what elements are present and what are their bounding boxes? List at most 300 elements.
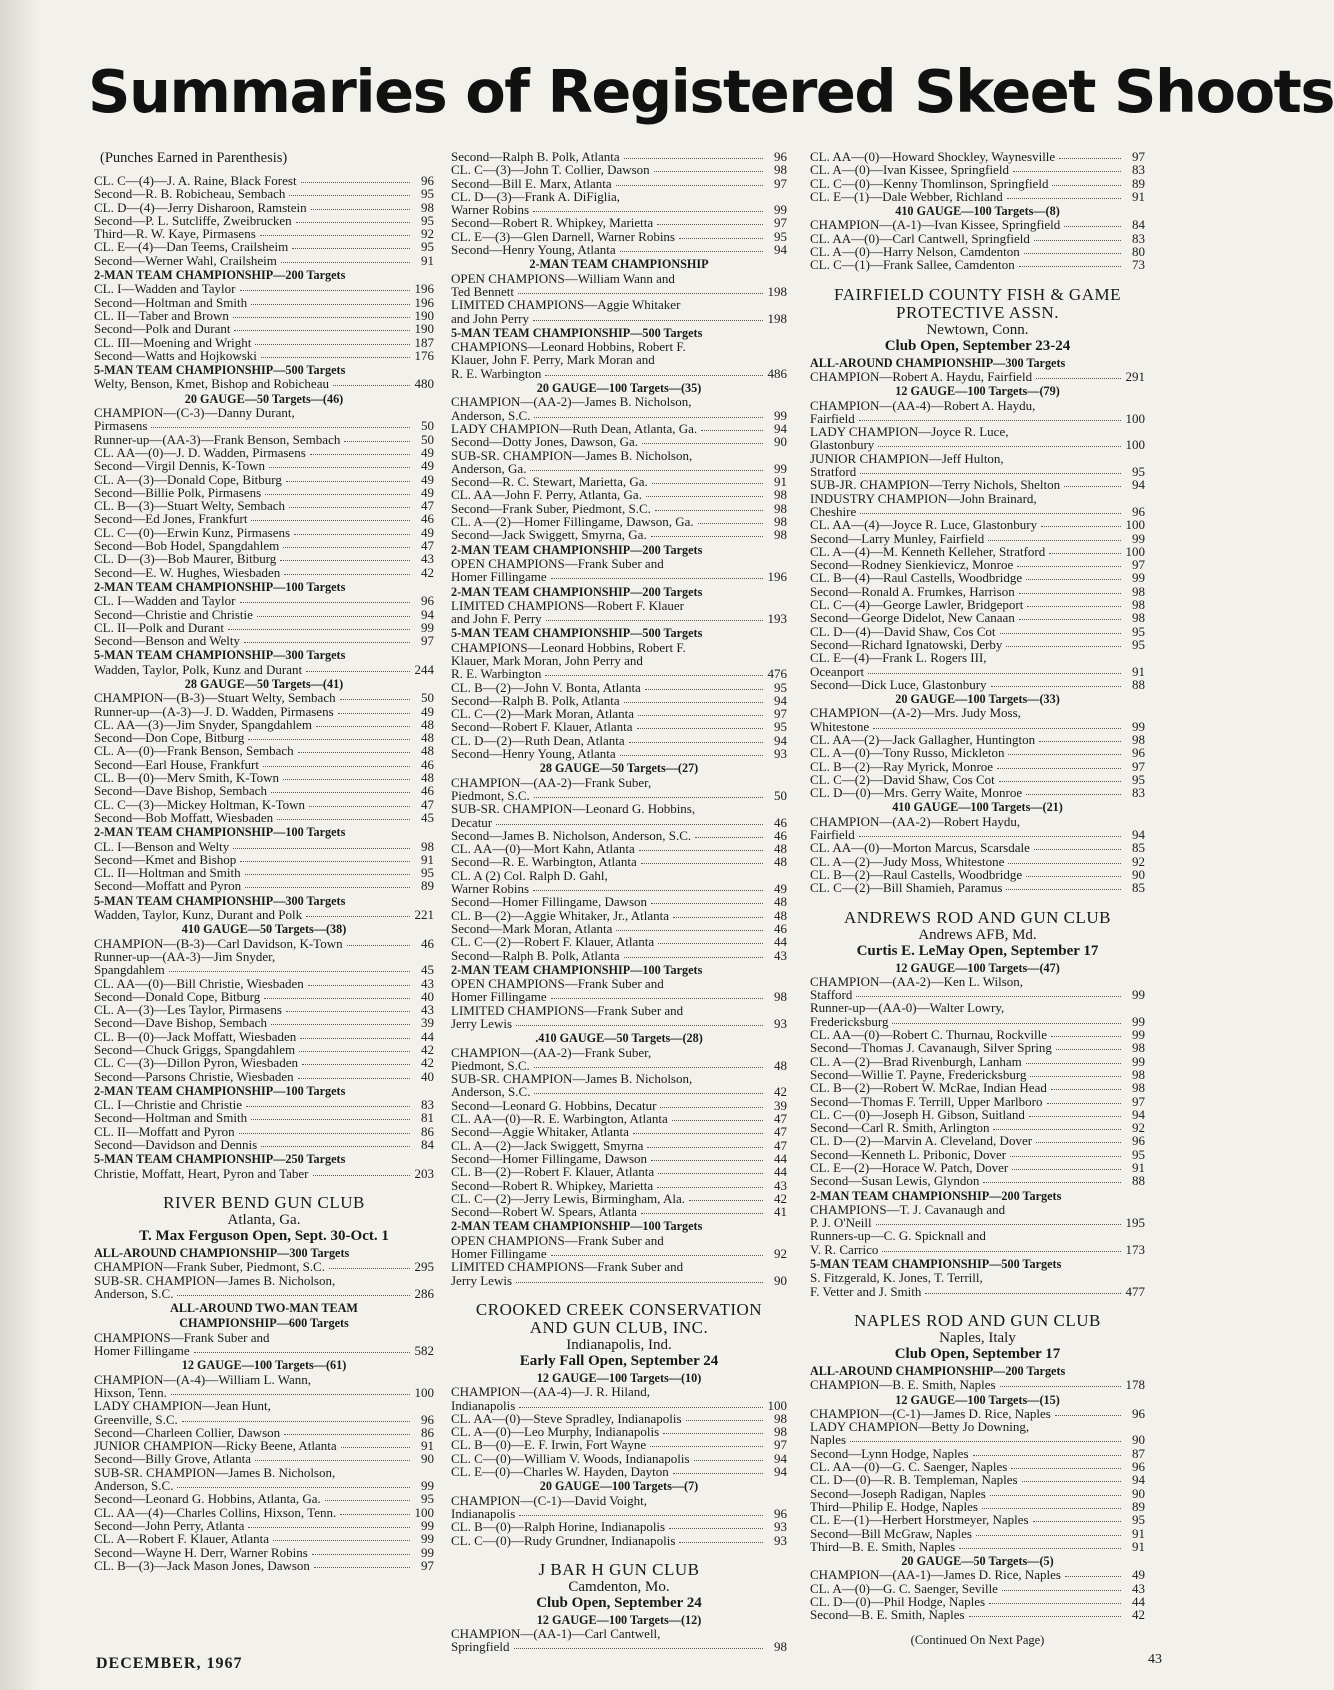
entry-text: Oceanport xyxy=(810,663,865,679)
entry-text: CHAMPION—(AA-2)—James B. Nicholson, xyxy=(451,394,692,410)
score: 98 xyxy=(774,162,787,178)
dot-leader xyxy=(982,1508,1121,1509)
entry-text: Second—Carl R. Smith, Arlington xyxy=(810,1120,990,1136)
entry-text: CL. AA—(0)—Mort Kahn, Atlanta xyxy=(451,841,635,857)
dot-leader xyxy=(294,534,410,535)
result-line xyxy=(810,1174,1145,1187)
entry-text: CL. A—(0)—Ivan Kissee, Springfield xyxy=(810,162,1009,178)
result-line xyxy=(94,1439,434,1452)
entry-text: CL. I—Benson and Welty xyxy=(94,838,230,854)
score: 286 xyxy=(414,1285,434,1301)
result-line xyxy=(451,882,787,895)
result-line xyxy=(451,1017,787,1030)
entry-text: Anderson, S.C. xyxy=(451,1084,531,1100)
dot-leader xyxy=(663,1433,763,1434)
event-heading: 5-MAN TEAM CHAMPIONSHIP—500 Targets xyxy=(451,626,703,641)
score: 93 xyxy=(774,1016,787,1031)
score: 96 xyxy=(1132,1133,1145,1149)
gauge-heading: 12 GAUGE—100 Targets—(15) xyxy=(895,1392,1060,1407)
score: 98 xyxy=(774,1424,787,1440)
entry-text: CL. B—(0)—Merv Smith, K-Town xyxy=(94,770,280,786)
entry-text: CL. AA—(0)—Carl Cantwell, Springfield xyxy=(810,230,1030,246)
dot-leader xyxy=(546,620,763,621)
dot-leader xyxy=(673,1473,763,1474)
score: 95 xyxy=(774,679,787,695)
dot-leader xyxy=(194,1352,410,1353)
event-heading: 2-MAN TEAM CHAMPIONSHIP—100 Targets xyxy=(94,1083,346,1098)
entry-text: Second—Don Cope, Bitburg xyxy=(94,730,245,746)
score: 43 xyxy=(421,1002,434,1018)
gauge-heading: 28 GAUGE—50 Targets—(41) xyxy=(184,676,344,691)
dot-leader xyxy=(651,536,763,537)
dot-leader xyxy=(289,507,410,508)
entry-text: CL. A—(3)—Donald Cope, Bitburg xyxy=(94,471,282,487)
dot-leader xyxy=(1019,593,1121,594)
result-line xyxy=(451,462,787,475)
dot-leader xyxy=(654,171,763,172)
score: 98 xyxy=(1132,1066,1145,1082)
entry-text: CHAMPIONS—Leonard Hobbins, Robert F. xyxy=(451,339,686,355)
entry-text: Whitestone xyxy=(810,718,870,734)
gauge-heading: 2-MAN TEAM CHAMPIONSHIP xyxy=(529,257,709,272)
dot-leader xyxy=(1047,1103,1122,1104)
entry-text: Second—Robert R. Whipkey, Marietta xyxy=(451,215,654,231)
score: 97 xyxy=(1132,149,1145,164)
entry-text: LIMITED CHAMPIONS—Aggie Whitaker xyxy=(451,297,681,313)
entry-text: Second—Henry Young, Atlanta xyxy=(451,746,616,762)
entry-text: Second—Ed Jones, Frankfurt xyxy=(94,511,248,527)
score: 97 xyxy=(774,215,787,231)
entry-text: Warner Robins xyxy=(451,202,530,218)
entry-text: Second—B. E. Smith, Naples xyxy=(810,1607,965,1623)
result-line xyxy=(810,1527,1145,1540)
dot-leader xyxy=(997,768,1121,769)
score: 97 xyxy=(421,633,434,649)
score: 91 xyxy=(421,851,434,867)
entry-text: Second—Frank Suber, Piedmont, S.C. xyxy=(451,500,651,516)
result-line xyxy=(94,811,434,824)
score: 176 xyxy=(414,347,434,363)
result-line xyxy=(810,625,1145,638)
dot-leader xyxy=(251,304,410,305)
result-line xyxy=(810,163,1145,176)
score: 92 xyxy=(774,1246,787,1262)
entry-text: Second—Ronald A. Frumkes, Harrison xyxy=(810,583,1015,599)
dot-leader xyxy=(657,1187,763,1188)
entry-text: Third—Philip E. Hodge, Naples xyxy=(810,1498,978,1514)
result-line xyxy=(451,435,787,448)
result-line xyxy=(451,694,787,707)
entry-text: CL. A—(0)—G. C. Saenger, Seville xyxy=(810,1580,998,1596)
entry-text: CL. E—(2)—Horace W. Patch, Dover xyxy=(810,1160,1009,1175)
gauge-heading: 28 GAUGE—50 Targets—(27) xyxy=(539,761,699,776)
result-line xyxy=(810,1433,1145,1446)
score: 43 xyxy=(774,1177,787,1193)
dot-leader xyxy=(689,1200,763,1201)
event-heading: 5-MAN TEAM CHAMPIONSHIP—500 Targets xyxy=(451,325,703,340)
result-line xyxy=(810,370,1145,383)
result-line xyxy=(451,1099,787,1112)
result-line xyxy=(94,1492,434,1505)
score: 476 xyxy=(767,666,787,682)
entry-text: CHAMPIONS—T. J. Cavanaugh and xyxy=(810,1201,1006,1217)
entry-text: CL. AA—(0)—J. D. Wadden, Pirmasens xyxy=(94,444,306,460)
result-line xyxy=(94,853,434,866)
event-heading: ALL-AROUND CHAMPIONSHIP—300 Targets xyxy=(810,355,1066,370)
score: 94 xyxy=(774,1450,787,1466)
result-line xyxy=(810,881,1145,894)
entry-text: JUNIOR CHAMPION—Ricky Beene, Atlanta xyxy=(94,1438,337,1454)
result-line xyxy=(810,245,1145,258)
entry-text: Runner-up—(AA-3)—Frank Benson, Sembach xyxy=(94,431,341,447)
column-2 xyxy=(451,150,787,1654)
dot-leader xyxy=(660,1107,763,1108)
result-line xyxy=(94,433,434,446)
score: 44 xyxy=(1132,1594,1145,1610)
result-line xyxy=(810,1015,1145,1028)
result-line xyxy=(810,1108,1145,1121)
entry-text: CHAMPION—(A-1)—Ivan Kissee, Springfield xyxy=(810,217,1061,233)
score: 99 xyxy=(1132,570,1145,586)
shoot-name: T. Max Ferguson Open, Sept. 30-Oct. 1 xyxy=(139,1227,389,1244)
entry-text: CL. D—(4)—Jerry Disharoon, Ramstein xyxy=(94,199,307,215)
score: 244 xyxy=(414,661,434,677)
result-line xyxy=(451,1152,787,1165)
entry-text: S. Fitzgerald, K. Jones, T. Terrill, xyxy=(810,1270,983,1286)
dot-leader xyxy=(1033,1521,1121,1522)
dot-leader xyxy=(289,195,410,196)
score: 49 xyxy=(774,881,787,897)
entry-text: Second—Werner Wahl, Crailsheim xyxy=(94,252,277,268)
score: 43 xyxy=(774,947,787,963)
result-line xyxy=(94,1030,434,1043)
dot-leader xyxy=(309,806,410,807)
entry-text: OPEN CHAMPIONS—Frank Suber and xyxy=(451,976,664,992)
dot-leader xyxy=(341,1447,410,1448)
result-line xyxy=(810,1473,1145,1486)
score: 46 xyxy=(421,756,434,772)
result-line xyxy=(94,309,434,322)
result-line xyxy=(94,663,434,676)
dot-leader xyxy=(1002,1590,1121,1591)
result-line xyxy=(94,1287,434,1300)
entry-text: CL. C—(3)—Mickey Holtman, K-Town xyxy=(94,796,306,812)
entry-text: Wadden, Taylor, Polk, Kunz and Durant xyxy=(94,661,303,677)
dot-leader xyxy=(516,1282,763,1283)
dot-leader xyxy=(255,1460,410,1461)
score: 95 xyxy=(1132,464,1145,480)
dot-leader xyxy=(1000,633,1122,634)
dot-leader xyxy=(959,1548,1121,1549)
entry-text: CL. B—(4)—Raul Castells, Woodbridge xyxy=(810,570,1023,586)
result-line xyxy=(451,681,787,694)
dot-leader xyxy=(694,1460,763,1461)
event-heading: 2-MAN TEAM CHAMPIONSHIP—100 Targets xyxy=(451,1219,703,1234)
dot-leader xyxy=(620,755,763,756)
dot-leader xyxy=(260,235,410,236)
dot-leader xyxy=(882,1251,1121,1252)
dot-leader xyxy=(1013,171,1121,172)
result-line xyxy=(94,1426,434,1439)
entry-text: Naples xyxy=(810,1432,847,1448)
result-line xyxy=(451,789,787,802)
result-line xyxy=(810,988,1145,1001)
result-line xyxy=(810,1134,1145,1147)
dot-leader xyxy=(534,417,763,418)
entry-text: CHAMPION—(AA-1)—Carl Cantwell, xyxy=(451,1626,661,1642)
dot-leader xyxy=(1036,378,1121,379)
result-line xyxy=(451,1247,787,1260)
dot-leader xyxy=(271,792,410,793)
score: 97 xyxy=(421,1557,434,1573)
score: 88 xyxy=(1132,1173,1145,1189)
gauge-heading: ALL-AROUND TWO-MAN TEAM xyxy=(170,1301,358,1316)
result-line xyxy=(810,190,1145,203)
entry-text: Hixson, Tenn. xyxy=(94,1384,167,1400)
entry-text: CL. I—Wadden and Taylor xyxy=(94,593,236,609)
score: 91 xyxy=(1132,1525,1145,1541)
score: 99 xyxy=(1132,1053,1145,1069)
dot-leader xyxy=(679,1542,763,1543)
score: 49 xyxy=(421,484,434,500)
entry-text: Second—Bill McGraw, Naples xyxy=(810,1525,972,1541)
entry-text: CHAMPION—Robert A. Haydu, Fairfield xyxy=(810,368,1033,384)
entry-text: CL. E—(1)—Dale Webber, Richland xyxy=(810,188,1003,204)
entry-text: Second—R. B. Robicheau, Sembach xyxy=(94,186,286,202)
dot-leader xyxy=(641,1213,763,1214)
entry-text: Glastonbury xyxy=(810,437,875,453)
entry-text: CHAMPION—(C-1)—David Voight, xyxy=(451,1492,647,1508)
entry-text: LADY CHAMPION—Ruth Dean, Atlanta, Ga. xyxy=(451,420,698,436)
entry-text: Third—B. E. Smith, Naples xyxy=(810,1538,956,1554)
result-line xyxy=(94,1413,434,1426)
entry-text: CL. A—Robert F. Klauer, Atlanta xyxy=(94,1531,269,1547)
dot-leader xyxy=(280,560,410,561)
result-line xyxy=(451,895,787,908)
score: 89 xyxy=(1132,1498,1145,1514)
result-line xyxy=(94,937,434,950)
event-heading: 2-MAN TEAM CHAMPIONSHIP—100 Targets xyxy=(451,962,703,977)
dot-leader xyxy=(244,642,410,643)
page-number: 43 xyxy=(1148,1652,1162,1667)
dot-leader xyxy=(286,481,410,482)
dot-leader xyxy=(892,1023,1121,1024)
score: 582 xyxy=(414,1343,434,1359)
result-line xyxy=(810,558,1145,571)
score: 95 xyxy=(1132,1146,1145,1162)
entry-text: CL. A—(0)—Harry Nelson, Camdenton xyxy=(810,244,1020,260)
entry-text: V. R. Carrico xyxy=(810,1241,879,1257)
entry-text: Second—Ralph B. Polk, Atlanta xyxy=(451,947,620,963)
result-line xyxy=(94,758,434,771)
entry-text: Indianapolis xyxy=(451,1397,516,1413)
score: 98 xyxy=(774,487,787,503)
entry-text: Runner-up—(AA-3)—Jim Snyder, xyxy=(94,948,276,964)
dot-leader xyxy=(269,467,410,468)
result-line xyxy=(810,1285,1145,1298)
dot-leader xyxy=(1017,566,1121,567)
dot-leader xyxy=(271,1024,410,1025)
result-line xyxy=(451,747,787,760)
score: 86 xyxy=(421,1123,434,1139)
dot-leader xyxy=(1026,579,1121,580)
dot-leader xyxy=(856,996,1121,997)
result-line xyxy=(451,570,787,583)
score: 196 xyxy=(767,569,787,585)
result-line xyxy=(451,720,787,733)
entry-text: Second—Robert W. Spears, Atlanta xyxy=(451,1204,637,1220)
dot-leader xyxy=(620,251,763,252)
result-line xyxy=(810,258,1145,271)
dot-leader xyxy=(698,523,763,524)
result-line xyxy=(810,1378,1145,1391)
dot-leader xyxy=(1026,876,1121,877)
dot-leader xyxy=(314,1567,410,1568)
score: 83 xyxy=(1132,785,1145,801)
result-line xyxy=(94,296,434,309)
score: 97 xyxy=(774,175,787,191)
result-line xyxy=(451,243,787,256)
entry-text: and John F. Perry xyxy=(451,611,542,627)
entry-text: LIMITED CHAMPIONS—Frank Suber and xyxy=(451,1259,684,1275)
score: 50 xyxy=(421,431,434,447)
score: 50 xyxy=(421,690,434,706)
result-line xyxy=(810,532,1145,545)
dot-leader xyxy=(1065,1576,1121,1577)
score: 85 xyxy=(1132,880,1145,896)
dot-leader xyxy=(246,1106,410,1107)
result-line xyxy=(94,879,434,892)
result-line xyxy=(451,922,787,935)
score: 96 xyxy=(421,593,434,609)
score: 44 xyxy=(774,934,787,950)
entry-text: CL. B—(2)—Robert W. McRae, Indian Head xyxy=(810,1080,1047,1096)
score: 96 xyxy=(1132,503,1145,519)
entry-text: OPEN CHAMPIONS—William Wann and xyxy=(451,270,675,286)
dot-leader xyxy=(338,713,410,714)
entry-text: CHAMPIONS—Leonard Hobbins, Robert F. xyxy=(451,639,686,655)
dot-leader xyxy=(1029,1116,1121,1117)
result-line xyxy=(810,665,1145,678)
result-line xyxy=(94,526,434,539)
dot-leader xyxy=(876,1224,1121,1225)
dot-leader xyxy=(652,483,763,484)
score: 98 xyxy=(1132,583,1145,599)
entry-text: Second—Rodney Sienkievicz, Monroe xyxy=(810,557,1014,573)
result-line xyxy=(451,502,787,515)
dot-leader xyxy=(1026,1063,1121,1064)
result-line xyxy=(810,760,1145,773)
result-line xyxy=(451,909,787,922)
shoot-name: Club Open, September 23-24 xyxy=(884,337,1071,354)
result-line xyxy=(94,744,434,757)
score: 49 xyxy=(421,524,434,540)
dot-leader xyxy=(991,686,1121,687)
entry-text: CL. II—Holtman and Smith xyxy=(94,865,241,881)
result-line xyxy=(94,1344,434,1357)
result-line xyxy=(94,473,434,486)
entry-text: Second—Homer Fillingame, Dawson xyxy=(451,894,648,910)
entry-text: CHAMPION—(B-3)—Carl Davidson, K-Town xyxy=(94,935,343,951)
result-line xyxy=(94,227,434,240)
score: 95 xyxy=(421,1491,434,1507)
dot-leader xyxy=(873,728,1121,729)
entry-text: Piedmont, S.C. xyxy=(451,787,530,803)
score: 173 xyxy=(1125,1241,1145,1257)
dot-leader xyxy=(177,1295,410,1296)
entry-text: SUB-SR. CHAMPION—James B. Nicholson, xyxy=(451,447,693,463)
score: 97 xyxy=(774,1437,787,1453)
entry-text: Christie, Moffatt, Heart, Pyron and Taber xyxy=(94,1165,309,1181)
score: 44 xyxy=(421,1028,434,1044)
entry-text: Second—Bob Moffatt, Wiesbaden xyxy=(94,809,274,825)
result-line xyxy=(451,1640,787,1653)
entry-text: CL. AA—(0)—Robert C. Thurnau, Rockville xyxy=(810,1027,1047,1043)
result-line xyxy=(810,1500,1145,1513)
score: 100 xyxy=(767,1397,787,1413)
entry-text: Homer Fillingame xyxy=(94,1343,190,1359)
score: 190 xyxy=(414,321,434,337)
result-line xyxy=(94,731,434,744)
result-line xyxy=(94,201,434,214)
score: 99 xyxy=(774,202,787,218)
dot-leader xyxy=(1055,1415,1121,1416)
entry-text: CL. A—(2)—Brad Rivenburgh, Lanham xyxy=(810,1053,1022,1069)
entry-text: CL. C—(3)—Dillon Pyron, Wiesbaden xyxy=(94,1055,298,1071)
dot-leader xyxy=(637,728,764,729)
entry-text: Anderson, Ga. xyxy=(451,460,527,476)
shoot-name: Early Fall Open, September 24 xyxy=(519,1352,719,1369)
dot-leader xyxy=(310,454,410,455)
dot-leader xyxy=(1022,1481,1121,1482)
club-name: J BAR H GUN CLUB xyxy=(538,1559,700,1579)
club-name-line-2: AND GUN CLUB, INC. xyxy=(529,1317,709,1337)
entry-text: CL. I—Wadden and Taylor xyxy=(94,281,236,297)
result-line xyxy=(810,465,1145,478)
result-line xyxy=(810,1095,1145,1108)
entry-text: Second—Chuck Griggs, Spangdahlem xyxy=(94,1042,296,1057)
entry-text: Second—Davidson and Dennis xyxy=(94,1137,258,1153)
entry-text: Stafford xyxy=(810,987,853,1003)
score: 48 xyxy=(774,1057,787,1073)
dot-leader xyxy=(1051,1089,1121,1090)
score: 91 xyxy=(421,252,434,268)
entry-text: Second—George Didelot, New Canaan xyxy=(810,610,1015,626)
result-line xyxy=(810,438,1145,451)
result-line xyxy=(451,855,787,868)
result-line xyxy=(94,539,434,552)
result-line xyxy=(451,163,787,176)
entry-text: SUB-SR. CHAMPION—James B. Nicholson, xyxy=(451,1071,693,1087)
gauge-heading: 20 GAUGE—100 Targets—(35) xyxy=(536,381,702,396)
entry-text: CHAMPION—(B-3)—Stuart Welty, Sembach xyxy=(94,690,336,706)
gauge-heading: 20 GAUGE—100 Targets—(33) xyxy=(895,692,1060,707)
dot-leader xyxy=(1006,889,1121,890)
dot-leader xyxy=(859,420,1121,421)
entry-text: Second—R. E. Warbington, Atlanta xyxy=(451,854,637,870)
score: 99 xyxy=(1132,530,1145,546)
score: 98 xyxy=(774,989,787,1005)
entry-text: CL. AA—(2)—Jack Gallagher, Huntington xyxy=(810,731,1036,747)
score: 46 xyxy=(421,935,434,951)
result-line xyxy=(810,786,1145,799)
entry-text: Piedmont, S.C. xyxy=(451,1057,530,1073)
score: 178 xyxy=(1125,1377,1145,1393)
score: 95 xyxy=(421,186,434,202)
dot-leader xyxy=(306,916,410,917)
dot-leader xyxy=(1059,158,1121,159)
dot-leader xyxy=(316,726,410,727)
